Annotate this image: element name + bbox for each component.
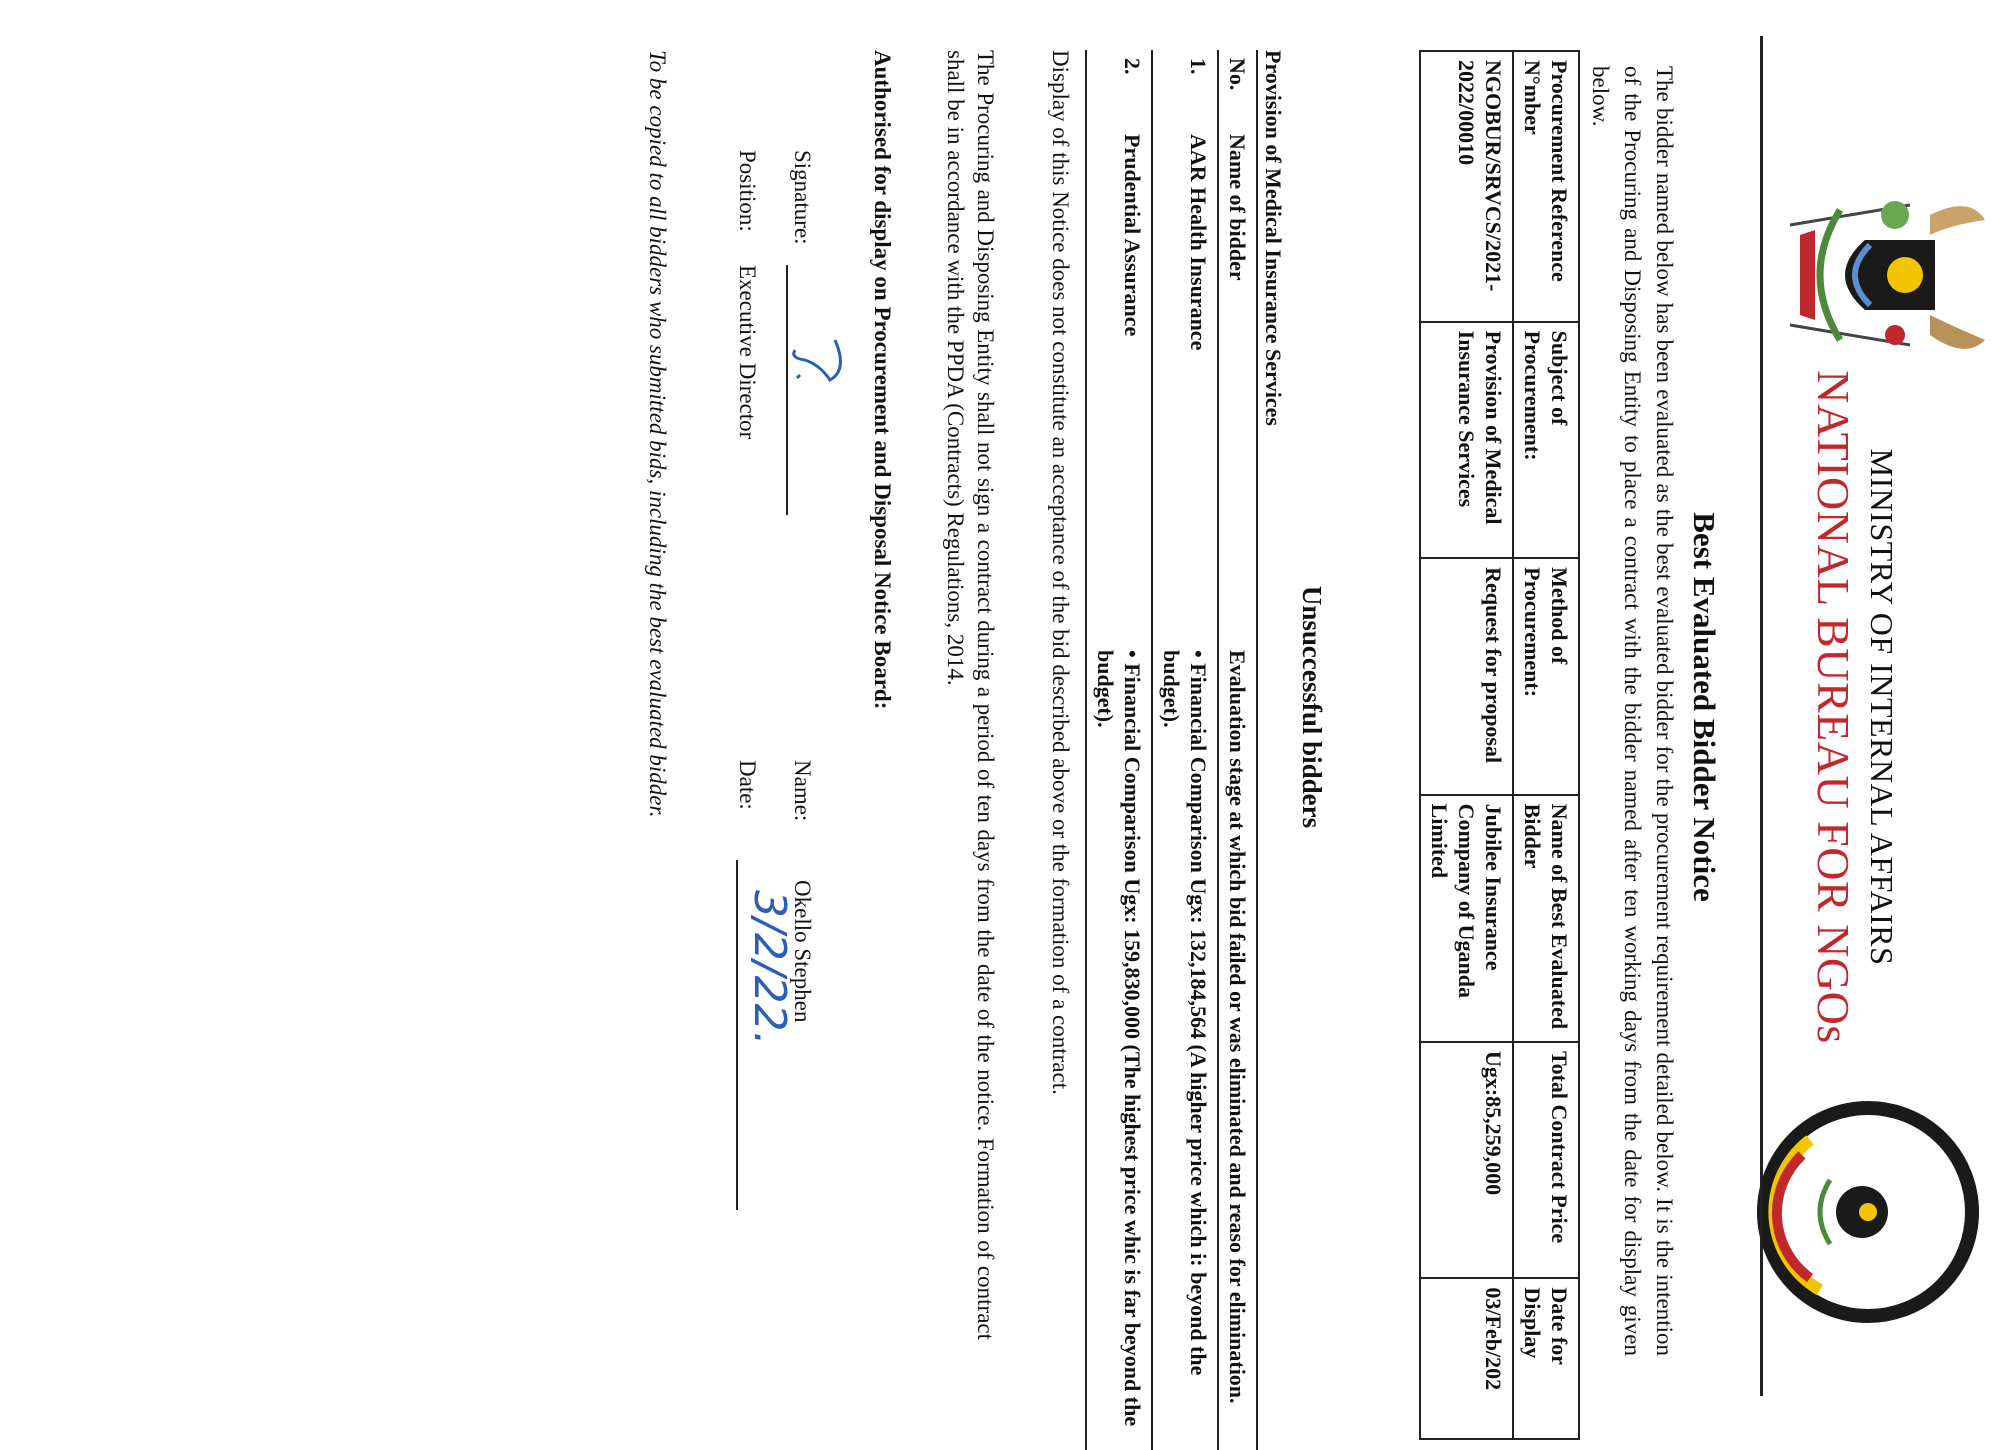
reason-text: Financial Comparison Ugx: 159,830,000 (The highest price whic is far beyond the budget).	[1093, 650, 1145, 1427]
bidder-name: AAR Health Insurance	[1152, 126, 1218, 642]
header-bidder-name: Name of bidder	[1218, 126, 1257, 642]
position-value: Executive Director	[735, 265, 760, 440]
ngo-bureau-logo	[1755, 1100, 1980, 1325]
disclaimer-paragraph: Display of this Notice does not constitute an acceptance of the bid described above or the formation of a contract.	[1048, 50, 1073, 1095]
bidder-name: Prudential Assurance	[1086, 126, 1152, 642]
date-line	[736, 860, 738, 1210]
handwritten-date: 3/2/22.	[744, 890, 795, 1046]
cell-procurement-reference: NGOBUR/SRVCS/2021-2022/00010	[1420, 51, 1513, 322]
bureau-heading: NATIONAL BUREAU FOR NGOs	[1808, 370, 1859, 1044]
signature-mark	[775, 320, 850, 400]
row-number: 2.	[1086, 50, 1152, 126]
elimination-reason: • Financial Comparison Ugx: 159,830,000 (The highest price whic is far beyond the budget).	[1086, 642, 1152, 1450]
header-contract-price: Total Contract Price	[1513, 1042, 1579, 1278]
cell-method: Request for proposal	[1420, 558, 1513, 794]
row-number: 1.	[1152, 50, 1218, 126]
position-label: Position:	[735, 150, 760, 232]
header-best-bidder: Name of Best Evaluated Bidder	[1513, 795, 1579, 1042]
unsuccessful-title: Unsuccessful bidders	[1297, 585, 1327, 829]
unsuccessful-subtitle: Provision of Medical Insurance Services	[1261, 50, 1286, 426]
notice-intro: The bidder named below has been evaluated as the best evaluated bidder for the procurement requirement detailed below. It is the intention of the Procuring and Disposing Entity to place a contract with the bidder named after ten working days from the date for display given below.	[1588, 66, 1677, 1356]
unsuccessful-table	[1085, 50, 1258, 1450]
header-procurement-reference: Procurement Reference N°mber	[1513, 51, 1579, 322]
notice-title: Best Evaluated Bidder Notice	[1687, 512, 1722, 902]
standstill-paragraph: The Procuring and Disposing Entity shall not sign a contract during a period of ten days from the date of the notice. Formation of contract shall be in accordance with the PPDA (Contracts) Regulations, 2014.	[943, 50, 998, 1340]
cell-best-bidder: Jubilee Insurance Company of Uganda Limited	[1420, 795, 1513, 1042]
signature-label: Signature:	[790, 150, 815, 245]
header-method: Method of Procurement:	[1513, 558, 1579, 794]
elimination-reason: • Financial Comparison Ugx: 132,184,564 (A higher price which i: beyond the budget).	[1152, 642, 1218, 1450]
authorisation-heading: Authorised for display on Procurement and Disposal Notice Board:	[870, 50, 895, 710]
cell-date-display: 03/Feb/202	[1420, 1278, 1513, 1439]
name-value: Okello Stephen	[790, 880, 815, 1023]
name-label: Name:	[790, 760, 815, 822]
date-label: Date:	[735, 760, 760, 810]
header-elimination-reason: Evaluation stage at which bid failed or was eliminated and reaso for elimination.	[1218, 642, 1257, 1450]
table-row	[1086, 50, 1152, 1450]
ministry-heading: MINISTRY OF INTERNAL AFFAIRS	[1864, 448, 1900, 966]
table-row	[1152, 50, 1218, 1450]
best-bidder-table	[1419, 50, 1580, 1440]
header-rule	[1760, 36, 1763, 1396]
header-no: No.	[1218, 50, 1257, 126]
cell-subject: Provision of Medical Insurance Services	[1420, 322, 1513, 558]
header-subject: Subject of Procurement:	[1513, 322, 1579, 558]
cell-contract-price: Ugx:85,259,000	[1420, 1042, 1513, 1278]
header-date-display: Date for Display	[1513, 1278, 1579, 1439]
footer-note: To be copied to all bidders who submitted bids, including the best evaluated bidder.	[645, 50, 670, 818]
reason-text: Financial Comparison Ugx: 132,184,564 (A higher price which i: beyond the budget).	[1159, 650, 1211, 1376]
